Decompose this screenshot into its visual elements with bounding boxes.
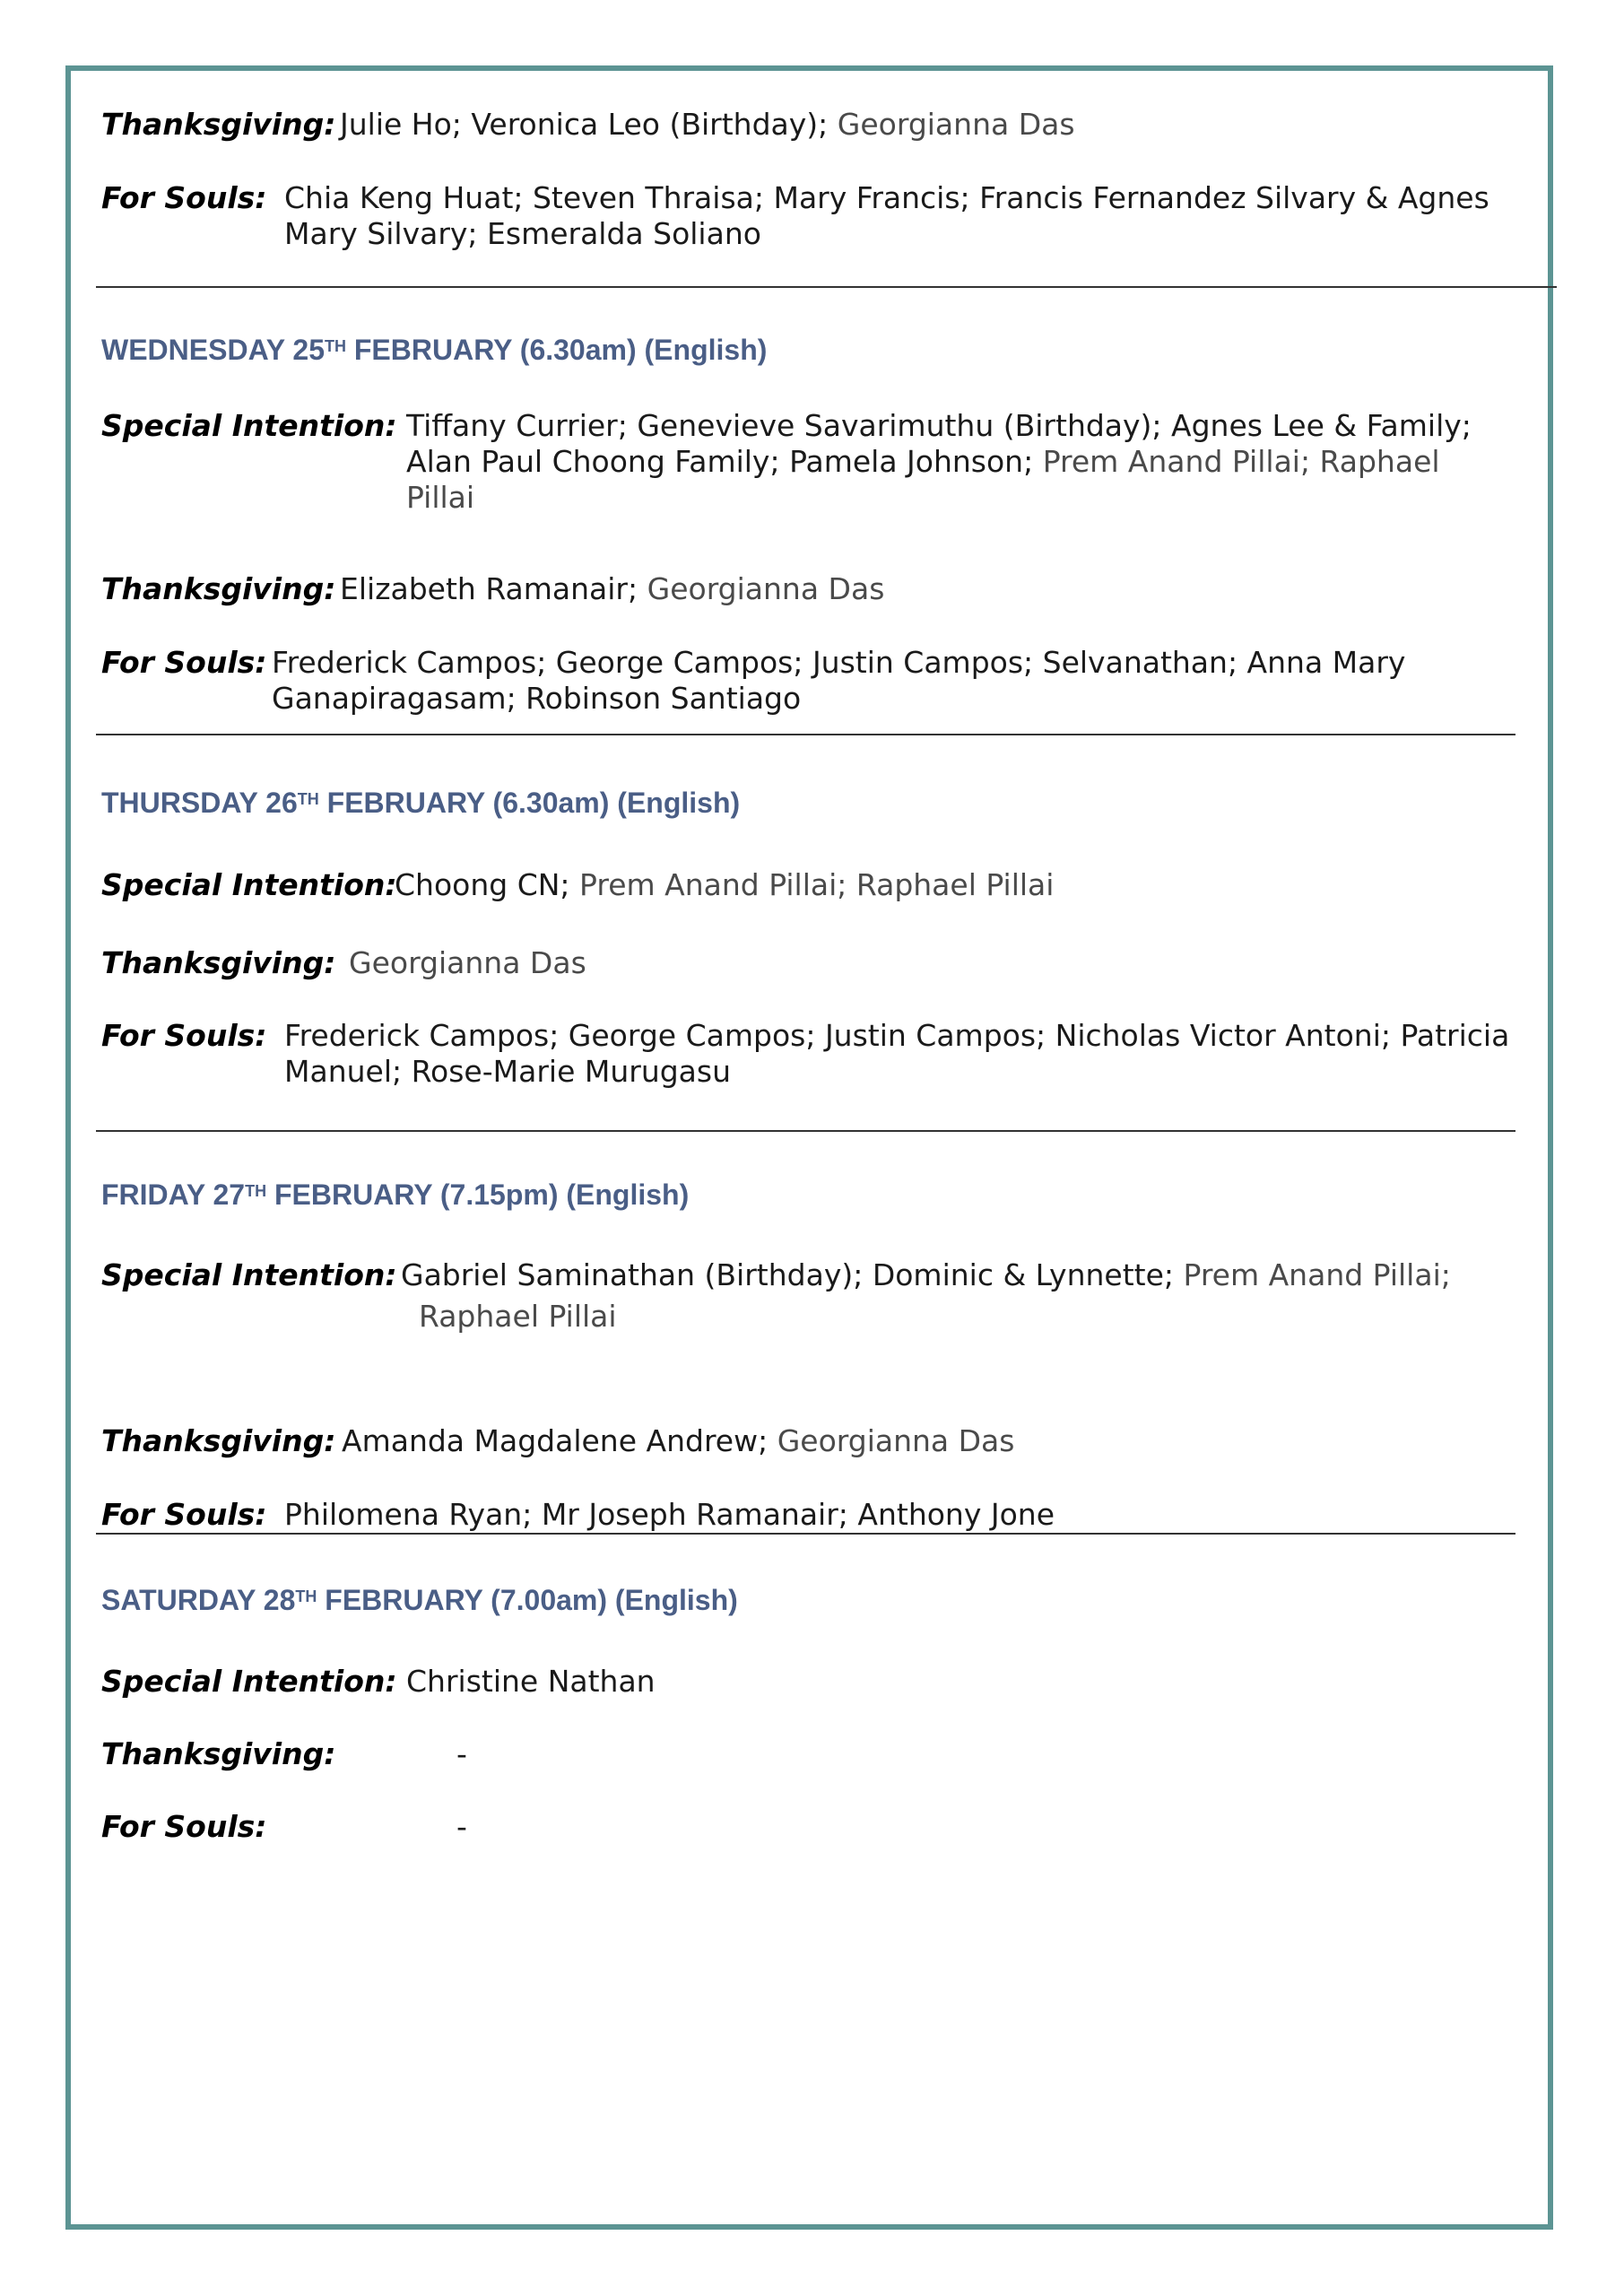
for-souls-line-2: Ganapiragasam; Robinson Santiago bbox=[272, 681, 802, 716]
friday-heading: FRIDAY 27TH FEBRUARY (7.15pm) (English) bbox=[101, 1178, 690, 1211]
special-intention-label: Special Intention: bbox=[101, 408, 397, 443]
section-divider bbox=[96, 1130, 1515, 1132]
thanksgiving-label: Thanksgiving: bbox=[101, 945, 336, 980]
for-souls-line-1: Chia Keng Huat; Steven Thraisa; Mary Francis; Francis Fernandez Silvary & Agnes bbox=[284, 180, 1489, 215]
special-intention-line-2: Raphael Pillai bbox=[419, 1299, 617, 1334]
for-souls-line-2: Manuel; Rose-Marie Murugasu bbox=[284, 1054, 732, 1089]
thanksgiving-names: Elizabeth Ramanair; Georgianna Das bbox=[340, 571, 885, 606]
for-souls-empty-value: - bbox=[456, 1809, 467, 1844]
special-intention-names: Christine Nathan bbox=[406, 1664, 656, 1699]
special-intention-label: Special Intention: bbox=[101, 1664, 397, 1699]
special-intention-label: Special Intention: bbox=[101, 1257, 397, 1292]
for-souls-label: For Souls: bbox=[101, 1018, 267, 1053]
thanksgiving-label: Thanksgiving: bbox=[101, 107, 336, 142]
thursday-heading: THURSDAY 26TH FEBRUARY (6.30am) (English) bbox=[101, 787, 741, 819]
for-souls-line-2: Mary Silvary; Esmeralda Soliano bbox=[284, 216, 761, 251]
saturday-heading: SATURDAY 28TH FEBRUARY (7.00am) (English) bbox=[101, 1584, 738, 1616]
for-souls-label: For Souls: bbox=[101, 1809, 267, 1844]
thanksgiving-label: Thanksgiving: bbox=[101, 571, 336, 606]
special-intention-label: Special Intention: bbox=[101, 867, 397, 902]
page-frame bbox=[65, 65, 1553, 2230]
wednesday-heading: WEDNESDAY 25TH FEBRUARY (6.30am) (English) bbox=[101, 334, 768, 366]
for-souls-line-1: Philomena Ryan; Mr Joseph Ramanair; Anthony Jone bbox=[284, 1497, 1055, 1532]
special-intention-names: Choong CN; Prem Anand Pillai; Raphael Pillai bbox=[395, 867, 1055, 902]
special-intention-line-2: Alan Paul Choong Family; Pamela Johnson; Prem Anand Pillai; Raphael bbox=[406, 444, 1440, 479]
special-intention-line-1: Gabriel Saminathan (Birthday); Dominic & Lynnette; Prem Anand Pillai; bbox=[401, 1257, 1451, 1292]
thanksgiving-label: Thanksgiving: bbox=[101, 1736, 336, 1771]
section-divider bbox=[96, 286, 1557, 288]
for-souls-line-1: Frederick Campos; George Campos; Justin Campos; Nicholas Victor Antoni; Patricia bbox=[284, 1018, 1510, 1053]
special-intention-line-1: Tiffany Currier; Genevieve Savarimuthu (Birthday); Agnes Lee & Family; bbox=[406, 408, 1472, 443]
thanksgiving-empty-value: - bbox=[456, 1736, 467, 1771]
for-souls-label: For Souls: bbox=[101, 645, 267, 680]
thanksgiving-label: Thanksgiving: bbox=[101, 1423, 336, 1458]
thanksgiving-names: Julie Ho; Veronica Leo (Birthday); Georgianna Das bbox=[340, 107, 1075, 142]
section-divider bbox=[96, 734, 1515, 735]
special-intention-line-3: Pillai bbox=[406, 480, 475, 515]
thanksgiving-names: Amanda Magdalene Andrew; Georgianna Das bbox=[342, 1423, 1015, 1458]
for-souls-label: For Souls: bbox=[101, 180, 267, 215]
for-souls-label: For Souls: bbox=[101, 1497, 267, 1532]
section-divider bbox=[96, 1533, 1515, 1535]
for-souls-line-1: Frederick Campos; George Campos; Justin Campos; Selvanathan; Anna Mary bbox=[272, 645, 1406, 680]
thanksgiving-names: Georgianna Das bbox=[349, 945, 586, 980]
